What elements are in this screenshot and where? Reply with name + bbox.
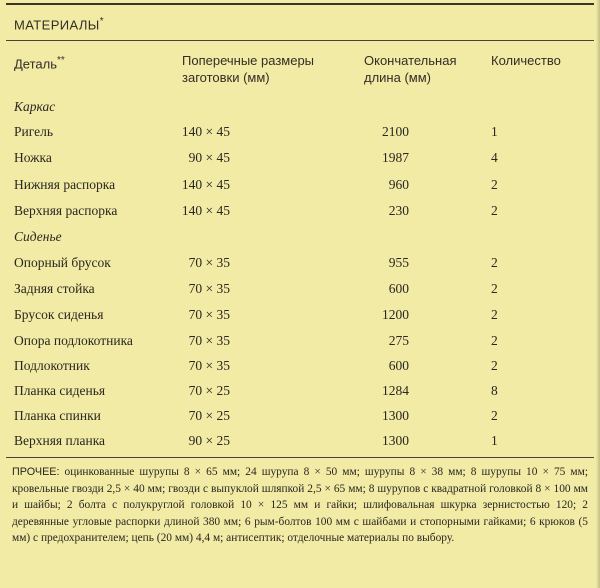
- table-row: [0, 408, 600, 430]
- part-qty: 2: [491, 255, 498, 270]
- materials-heading: [14, 16, 104, 32]
- part-dims: 70 × 25: [188, 408, 230, 423]
- table-row: [0, 124, 600, 146]
- table-row: [0, 307, 600, 329]
- part-length: 1300: [382, 433, 409, 448]
- note-text: оцинкованные шурупы 8 × 65 мм; 24 шурупа 8 × 50 мм; шурупы 8 × 38 мм; 8 шурупы 10 × 75 мм; кровельные гвозди 2,5 × 40 мм; гвозди с выпуклой шляпкой 2,5 × 65 мм; 8 шурупов с квадратной головкой 8 × 100 мм и шайбы; 2 болта с полукруглой головкой 10 × 125 мм и гайки; шлифовальная шкурка зернистостью 120; 2 деревянные угловые распорки длиной 380 мм; 6 рым-болтов 100 мм с шайбами и стопорными гайками; 6 крюков (5 мм) с предохранителем; цепь (20 мм) 4,4 м; антисептик; отделочные материалы по выбору.: [12, 466, 588, 545]
- part-length: 275: [388, 333, 409, 348]
- part-qty: 1: [491, 124, 498, 139]
- table-row: [0, 255, 600, 277]
- part-name: Планка сиденья: [14, 383, 106, 398]
- table-row: [0, 150, 600, 172]
- part-length: 230: [388, 203, 409, 218]
- column-header-part-label: Деталь: [14, 56, 57, 72]
- part-name: Брусок сиденья: [14, 307, 104, 322]
- column-header-length-line1: Окончательная: [364, 53, 457, 68]
- part-name: Опора подлокотника: [14, 333, 133, 348]
- part-dims: 90 × 25: [188, 433, 230, 448]
- part-length: 600: [388, 358, 409, 373]
- part-qty: 2: [491, 333, 498, 348]
- part-name: Верхняя планка: [14, 433, 106, 448]
- part-qty: 2: [491, 281, 498, 296]
- part-name: Опорный брусок: [14, 255, 111, 270]
- part-qty: 1: [491, 433, 498, 448]
- heading-text: МАТЕРИАЛЫ: [14, 17, 100, 33]
- part-dims: 70 × 35: [188, 255, 230, 270]
- part-name: Нижняя распорка: [14, 177, 116, 192]
- part-dims: 90 × 45: [188, 150, 230, 165]
- column-header-dims-line2: заготовки (мм): [182, 70, 270, 85]
- part-qty: 2: [491, 358, 498, 373]
- top-rule: [6, 3, 594, 5]
- table-row: [0, 177, 600, 199]
- part-qty: 8: [491, 383, 498, 398]
- part-dims: 140 × 45: [181, 124, 230, 139]
- part-length: 2100: [382, 124, 409, 139]
- part-dims: 70 × 35: [188, 281, 230, 296]
- note-lead: ПРОЧЕЕ:: [12, 466, 60, 478]
- part-dims: 140 × 45: [181, 203, 230, 218]
- header-rule: [6, 40, 594, 41]
- part-length: 1200: [382, 307, 409, 322]
- part-dims: 70 × 35: [188, 307, 230, 322]
- part-name: Ригель: [14, 124, 53, 139]
- column-header-length: [364, 52, 457, 86]
- column-header-dims: [182, 52, 314, 86]
- part-length: 1987: [382, 150, 409, 165]
- section-title-seat: Сиденье: [14, 229, 62, 244]
- part-length: 960: [388, 177, 409, 192]
- part-name: Верхняя распорка: [14, 203, 118, 218]
- table-row: [0, 281, 600, 303]
- table-row: [0, 358, 600, 380]
- footer-rule: [6, 457, 594, 458]
- part-dims: 70 × 35: [188, 333, 230, 348]
- part-qty: 2: [491, 307, 498, 322]
- section-title-frame: Каркас: [14, 99, 56, 114]
- column-header-qty: [491, 52, 561, 69]
- part-length: 1300: [382, 408, 409, 423]
- part-name: Подлокотник: [14, 358, 90, 373]
- column-header-part-mark: **: [57, 55, 65, 66]
- column-header-length-line2: длина (мм): [364, 70, 431, 85]
- part-name: Ножка: [14, 150, 52, 165]
- part-name: Планка спинки: [14, 408, 101, 423]
- part-qty: 4: [491, 150, 498, 165]
- table-row: [0, 203, 600, 225]
- table-row: [0, 383, 600, 405]
- part-dims: 70 × 25: [188, 383, 230, 398]
- part-length: 600: [388, 281, 409, 296]
- part-qty: 2: [491, 203, 498, 218]
- heading-footnote-mark: *: [99, 16, 105, 27]
- part-dims: 70 × 35: [188, 358, 230, 373]
- part-dims: 140 × 45: [181, 177, 230, 192]
- table-row: [0, 433, 600, 455]
- part-qty: 2: [491, 177, 498, 192]
- column-header-qty-label: Количество: [491, 53, 561, 68]
- part-name: Задняя стойка: [14, 281, 95, 296]
- column-header-dims-line1: Поперечные размеры: [182, 53, 315, 68]
- part-length: 955: [388, 255, 409, 270]
- part-length: 1284: [382, 383, 409, 398]
- table-row: [0, 333, 600, 355]
- other-materials-note: [12, 464, 588, 547]
- column-header-part: [14, 52, 65, 72]
- part-qty: 2: [491, 408, 498, 423]
- page-edge-shadow: [596, 0, 600, 588]
